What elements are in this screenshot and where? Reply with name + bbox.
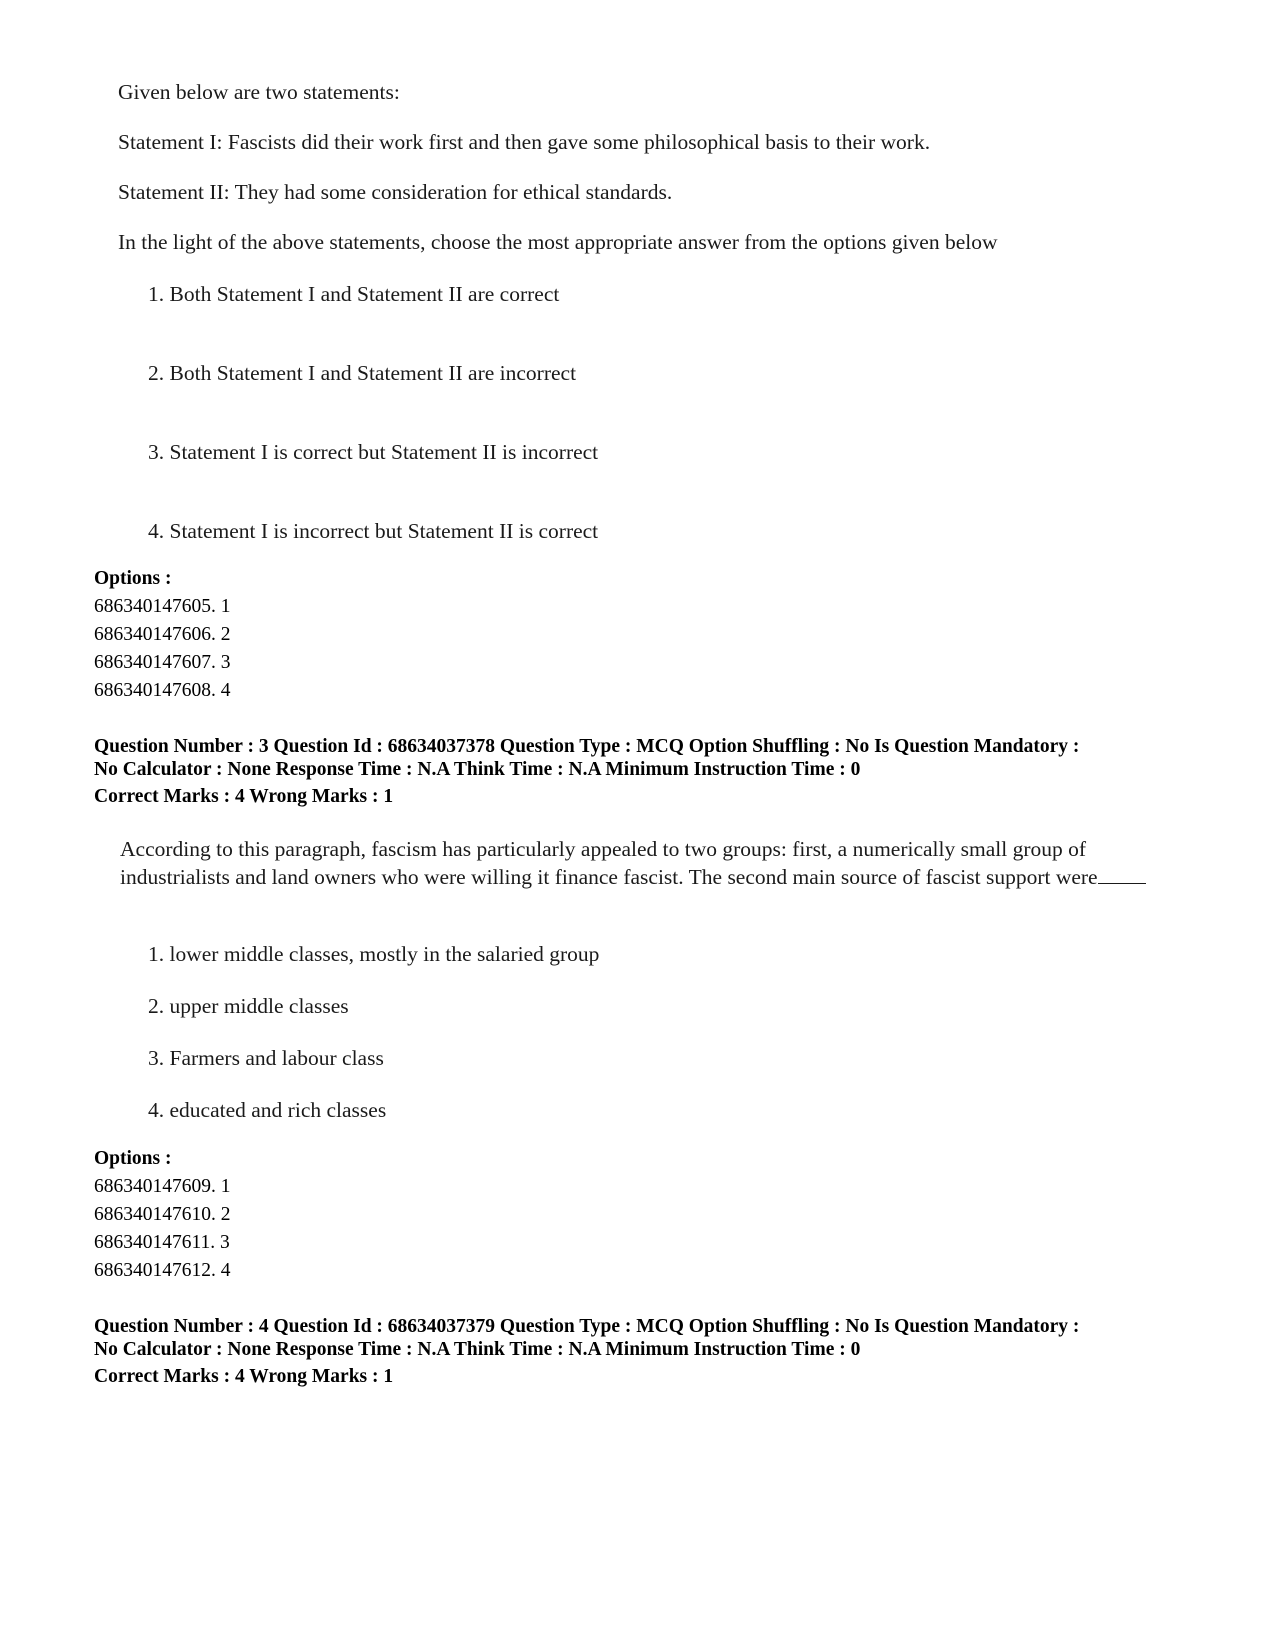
q3-choice-4: 4. educated and rich classes — [148, 1098, 387, 1122]
q3-marks: Correct Marks : 4 Wrong Marks : 1 — [94, 786, 394, 807]
q2-choice-2: 2. Both Statement I and Statement II are incorrect — [148, 361, 577, 385]
q4-marks: Correct Marks : 4 Wrong Marks : 1 — [94, 1366, 394, 1387]
q2-option-id-3: 686340147607. 3 — [94, 652, 231, 673]
q3-paragraph-text: According to this paragraph, fascism has particularly appealed to two groups: first, a numerically small group of industrialists and land owners who were willing it finance fascist. The second main source of fascist support were — [120, 837, 1098, 889]
q2-choice-3: 3. Statement I is correct but Statement II is incorrect — [148, 440, 599, 464]
q3-option-id-3: 686340147611. 3 — [94, 1232, 230, 1253]
q4-meta-line-1: Question Number : 4 Question Id : 68634037379 Question Type : MCQ Option Shuffling : No Is Question Mandatory : — [94, 1316, 1080, 1337]
q2-choice-4: 4. Statement I is incorrect but Statement II is correct — [148, 519, 599, 543]
q3-option-id-2: 686340147610. 2 — [94, 1204, 231, 1225]
q2-choice-1: 1. Both Statement I and Statement II are correct — [148, 282, 560, 306]
statements-intro: Given below are two statements: — [118, 80, 400, 104]
q4-meta-line-2: No Calculator : None Response Time : N.A Think Time : N.A Minimum Instruction Time : 0 — [94, 1339, 861, 1360]
statement-1: Statement I: Fascists did their work first and then gave some philosophical basis to their work. — [118, 130, 931, 154]
q3-meta-line-2: No Calculator : None Response Time : N.A Think Time : N.A Minimum Instruction Time : 0 — [94, 759, 861, 780]
q2-options-label: Options : — [94, 568, 172, 589]
q3-options-label: Options : — [94, 1148, 172, 1169]
statement-2: Statement II: They had some consideration for ethical standards. — [118, 180, 673, 204]
instruction-text: In the light of the above statements, choose the most appropriate answer from the options given below — [118, 230, 998, 254]
q3-choice-1: 1. lower middle classes, mostly in the salaried group — [148, 942, 600, 966]
q3-choice-2: 2. upper middle classes — [148, 994, 349, 1018]
q3-choice-3: 3. Farmers and labour class — [148, 1046, 384, 1070]
q2-option-id-1: 686340147605. 1 — [94, 596, 231, 617]
q3-paragraph — [120, 835, 1180, 891]
q3-meta-line-1: Question Number : 3 Question Id : 68634037378 Question Type : MCQ Option Shuffling : No Is Question Mandatory : — [94, 736, 1080, 757]
q3-option-id-1: 686340147609. 1 — [94, 1176, 231, 1197]
q3-option-id-4: 686340147612. 4 — [94, 1260, 231, 1281]
answer-blank — [1098, 865, 1146, 884]
q2-option-id-2: 686340147606. 2 — [94, 624, 231, 645]
q2-option-id-4: 686340147608. 4 — [94, 680, 231, 701]
